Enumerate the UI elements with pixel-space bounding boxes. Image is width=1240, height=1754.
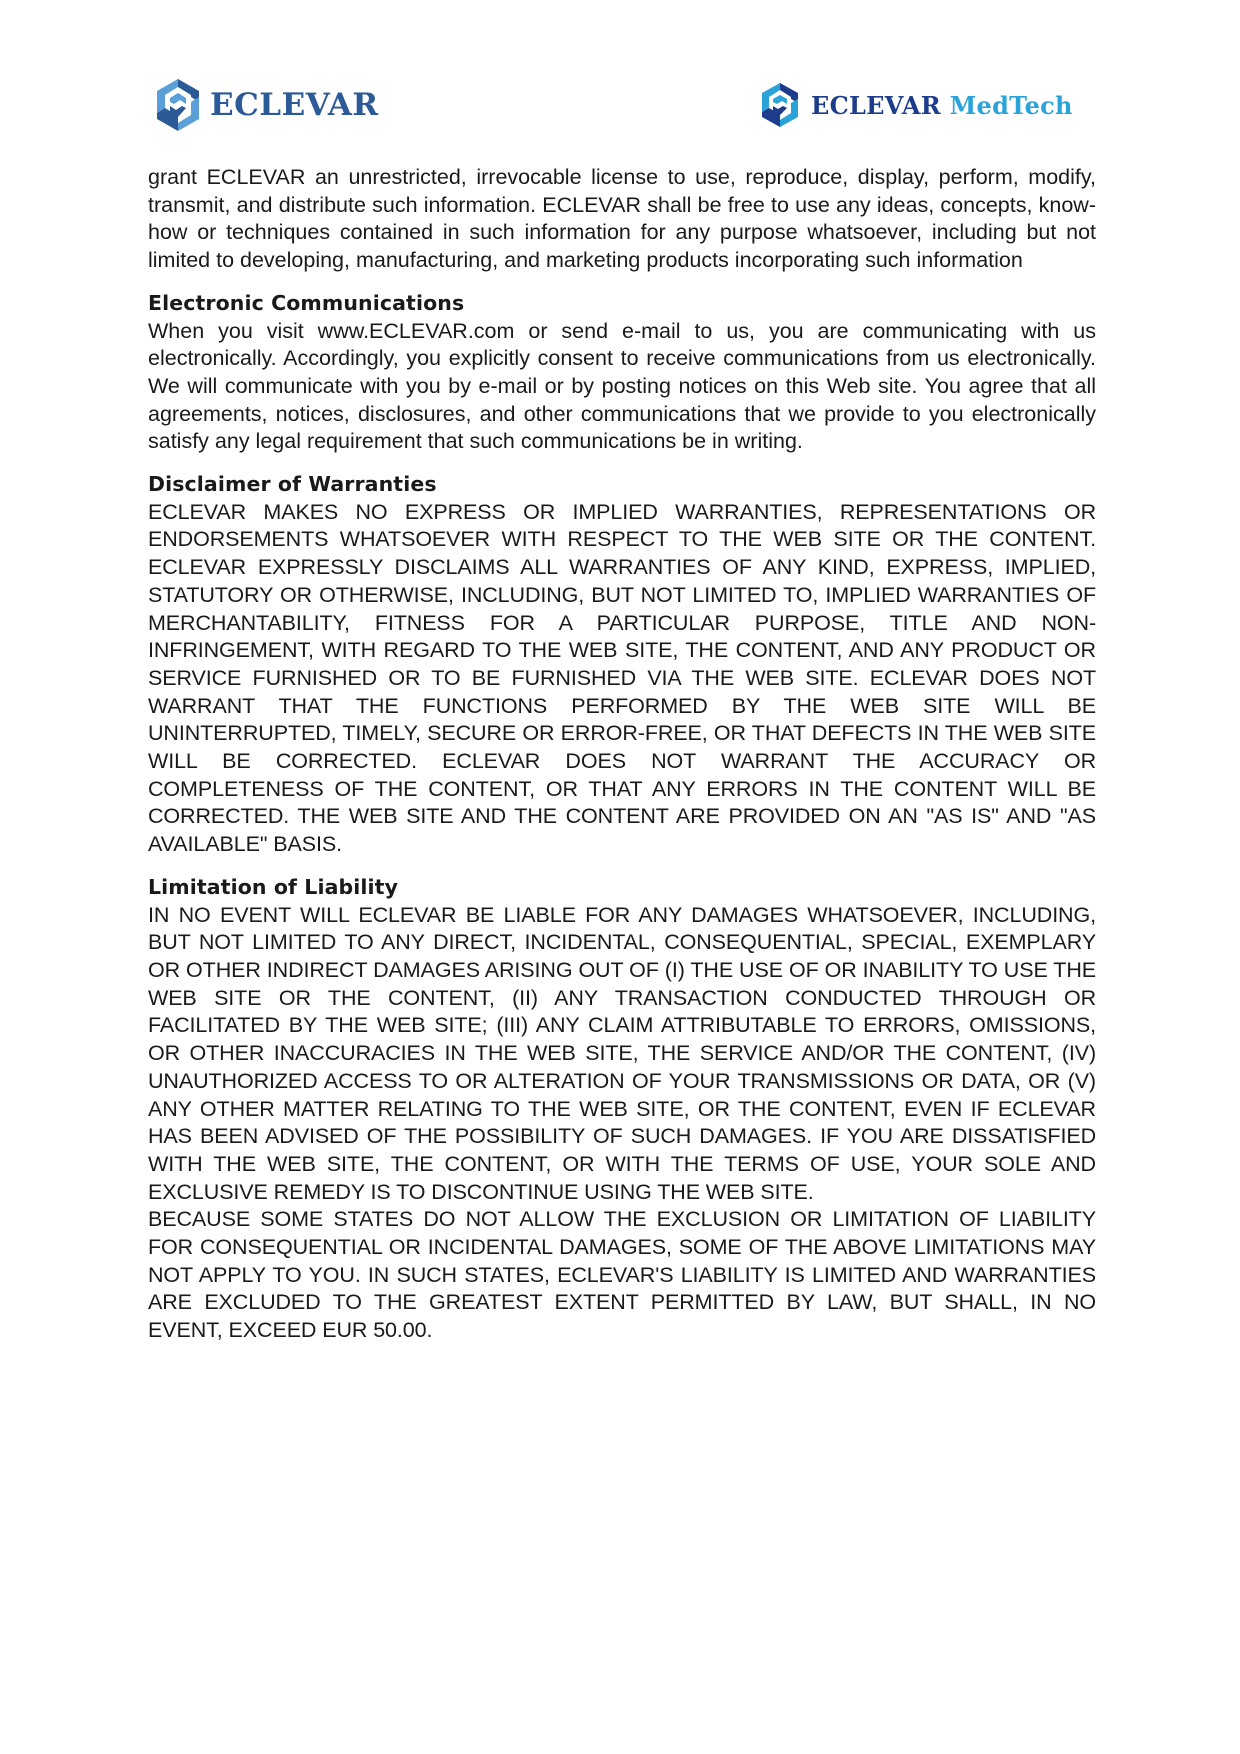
logo-brand-text: ECLEVAR xyxy=(811,90,941,120)
eclevar-medtech-logo xyxy=(759,80,1073,130)
eclevar-medtech-hexagon-logo-icon xyxy=(759,82,801,128)
section-paragraph: BECAUSE SOME STATES DO NOT ALLOW THE EXCLUSION OR LIMITATION OF LIABILITY FOR CONSEQUENTIAL OR INCIDENTAL DAMAGES, SOME OF THE ABOVE LIMITATIONS MAY NOT APPLY TO YOU. IN SUCH STATES, ECLEVAR'S LIABILITY IS LIMITED AND WARRANTIES ARE EXCLUDED TO THE GREATEST EXTENT PERMITTED BY LAW, BUT SHALL, IN NO EVENT, EXCEED EUR 50.00. xyxy=(148,1207,1096,1343)
eclevar-logo xyxy=(154,74,379,136)
section-electronic-communications xyxy=(148,290,1096,456)
section-paragraph: IN NO EVENT WILL ECLEVAR BE LIABLE FOR ANY DAMAGES WHATSOEVER, INCLUDING, BUT NOT LIMITED TO ANY DIRECT, INCIDENTAL, CONSEQUENTIAL, SPECIAL, EXEMPLARY OR OTHER INDIRECT DAMAGES ARISING OUT OF (I) THE USE OF OR INABILITY TO USE THE WEB SITE OR THE CONTENT, (II) ANY TRANSACTION CONDUCTED THROUGH OR FACILITATED BY THE WEB SITE; (III) ANY CLAIM ATTRIBUTABLE TO ERRORS, OMISSIONS, OR OTHER INACCURACIES IN THE WEB SITE, THE SERVICE AND/OR THE CONTENT, (IV) UNAUTHORIZED ACCESS TO OR ALTERATION OF YOUR TRANSMISSIONS OR DATA, OR (V) ANY OTHER MATTER RELATING TO THE WEB SITE, OR THE CONTENT, EVEN IF ECLEVAR HAS BEEN ADVISED OF THE POSSIBILITY OF SUCH DAMAGES. IF YOU ARE DISSATISFIED WITH THE WEB SITE, THE CONTENT, OR WITH THE TERMS OF USE, YOUR SOLE AND EXCLUSIVE REMEDY IS TO DISCONTINUE USING THE WEB SITE. xyxy=(148,902,1096,1204)
section-paragraph: ECLEVAR MAKES NO EXPRESS OR IMPLIED WARRANTIES, REPRESENTATIONS OR ENDORSEMENTS WHATSOEVER WITH RESPECT TO THE WEB SITE OR THE CONTENT. ECLEVAR EXPRESSLY DISCLAIMS ALL WARRANTIES OF ANY KIND, EXPRESS, IMPLIED, STATUTORY OR OTHERWISE, INCLUDING, BUT NOT LIMITED TO, IMPLIED WARRANTIES OF MERCHANTABILITY, FITNESS FOR A PARTICULAR PURPOSE, TITLE AND NON-INFRINGEMENT, WITH REGARD TO THE WEB SITE, THE CONTENT, AND ANY PRODUCT OR SERVICE FURNISHED OR TO BE FURNISHED VIA THE WEB SITE. ECLEVAR DOES NOT WARRANT THAT THE FUNCTIONS PERFORMED BY THE WEB SITE WILL BE UNINTERRUPTED, TIMELY, SECURE OR ERROR-FREE, OR THAT DEFECTS IN THE WEB SITE WILL BE CORRECTED. ECLEVAR DOES NOT WARRANT THE ACCURACY OR COMPLETENESS OF THE CONTENT, OR THAT ANY ERRORS IN THE CONTENT WILL BE CORRECTED. THE WEB SITE AND THE CONTENT ARE PROVIDED ON AN "AS IS" AND "AS AVAILABLE" BASIS. xyxy=(148,499,1096,857)
section-title: Disclaimer of Warranties xyxy=(148,472,437,497)
section-title: Electronic Communications xyxy=(148,290,465,315)
section-paragraph: When you visit www.ECLEVAR.com or send e-mail to us, you are communicating with us electronically. Accordingly, you explicitly consent to receive communications from us electronically. We will communicate with you by e-mail or by posting notices on this Web site. You agree that all agreements, notices, disclosures, and other communications that we provide to you electronically satisfy any legal requirement that such communications be in writing. xyxy=(148,318,1096,454)
logo-sub-text: MedTech xyxy=(949,90,1073,120)
section-disclaimer-of-warranties xyxy=(148,471,1096,859)
section-title: Limitation of Liability xyxy=(148,874,399,899)
intro-paragraph: grant ECLEVAR an unrestricted, irrevocable license to use, reproduce, display, perform, modify, transmit, and distribute such information. ECLEVAR shall be free to use any ideas, concepts, know-how or techniques contained in such information for any purpose whatsoever, including but not limited to developing, manufacturing, and marketing products incorporating such information xyxy=(148,165,1096,273)
eclevar-medtech-logo-text xyxy=(811,91,1073,120)
section-limitation-of-liability xyxy=(148,874,1096,1345)
document-body xyxy=(148,164,1096,1345)
eclevar-logo-text: ECLEVAR xyxy=(210,87,379,123)
eclevar-hexagon-logo-icon xyxy=(154,78,202,132)
